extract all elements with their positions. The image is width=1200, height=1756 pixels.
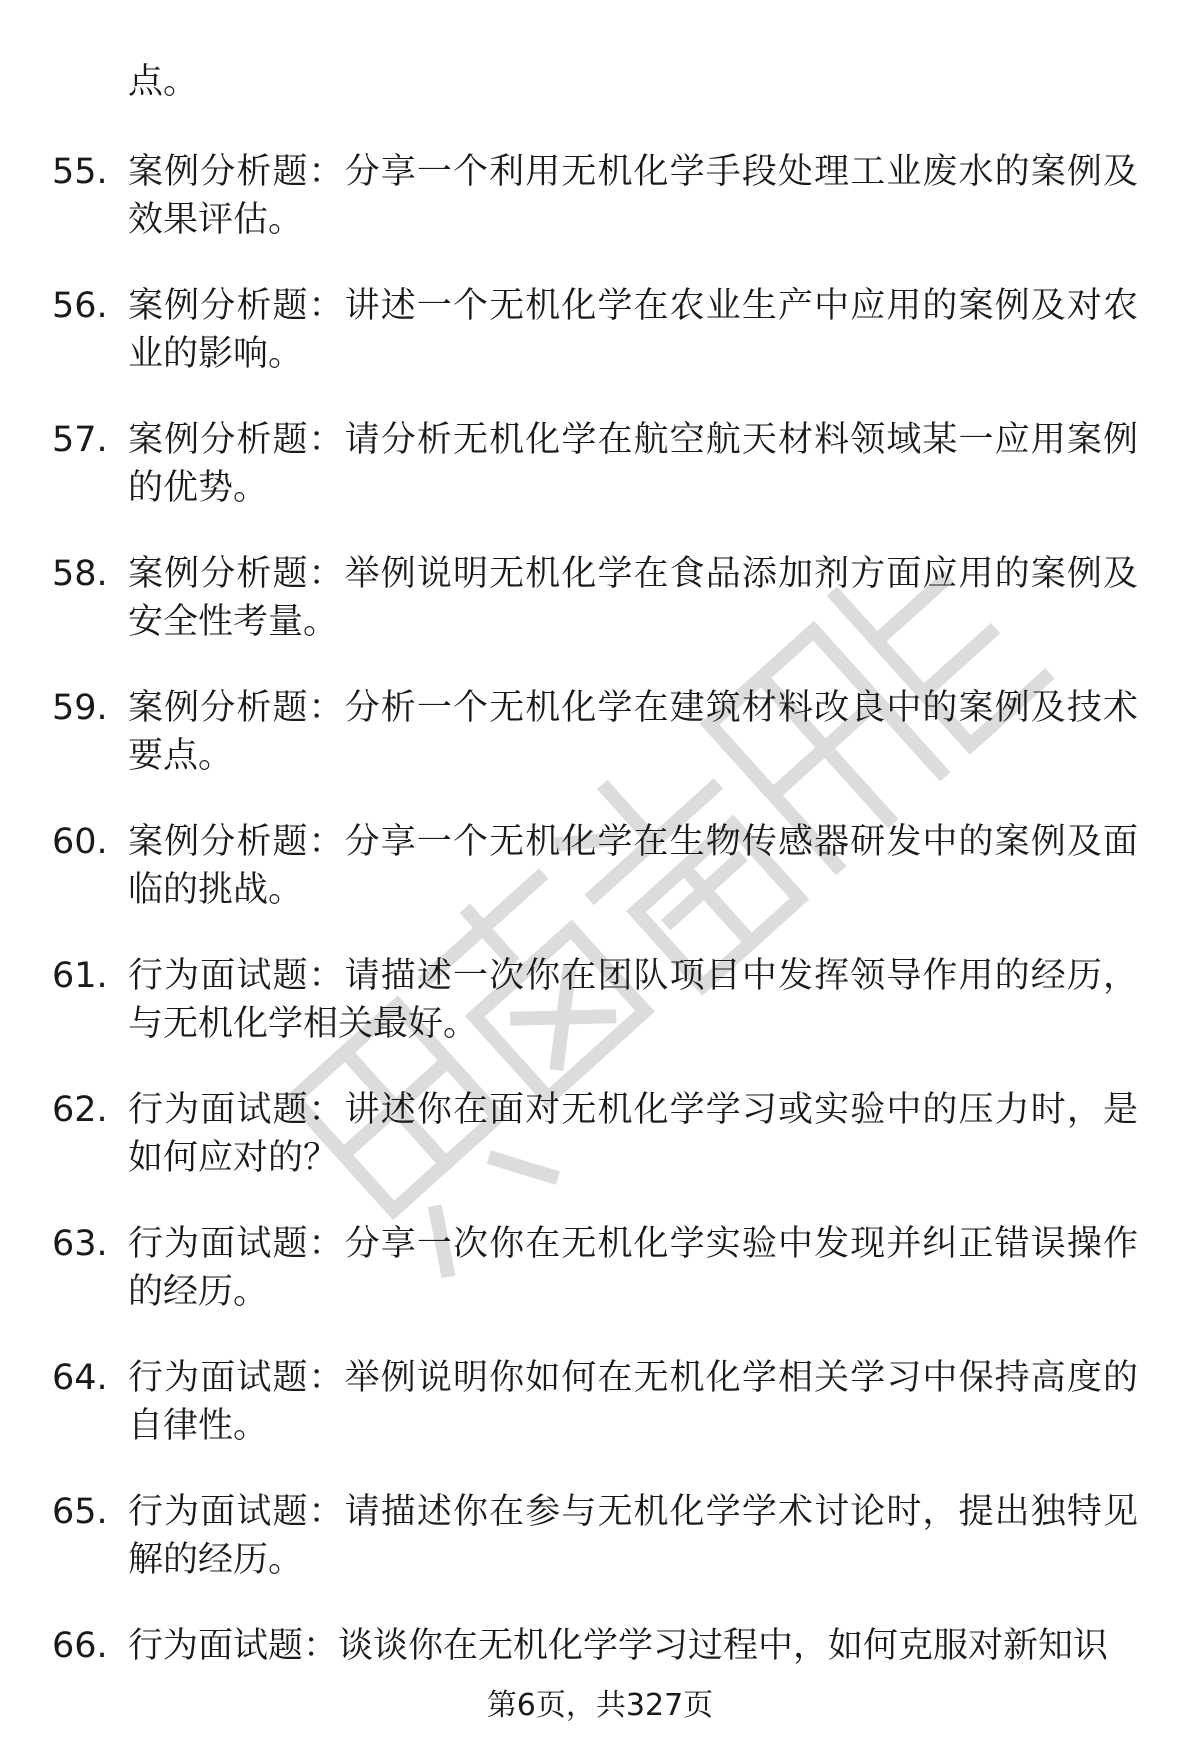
list-item (0, 818, 1200, 952)
question-text: 行为面试题：讲述你在面对无机化学学习或实验中的压力时，是如何应对的？ (128, 1090, 1138, 1178)
list-item (0, 1086, 1200, 1220)
question-text: 案例分析题：讲述一个无机化学在农业生产中应用的案例及对农业的影响。 (128, 286, 1138, 374)
list-item (0, 550, 1200, 684)
question-number: 58. (52, 554, 108, 594)
list-item (0, 1488, 1200, 1622)
question-number: 60. (52, 822, 108, 862)
question-number: 57. (52, 420, 108, 460)
question-number: 62. (52, 1090, 108, 1130)
question-number: 56. (52, 286, 108, 326)
list-item (0, 1354, 1200, 1488)
page-footer: 第6页，共327页 (486, 1688, 714, 1723)
list-item (0, 952, 1200, 1086)
question-text: 行为面试题：请描述你在参与无机化学学术讨论时，提出独特见解的经历。 (128, 1492, 1138, 1580)
question-text: 行为面试题：举例说明你如何在无机化学相关学习中保持高度的自律性。 (128, 1358, 1138, 1446)
list-item (0, 148, 1200, 282)
question-text: 案例分析题：请分析无机化学在航空航天材料领域某一应用案例的优势。 (128, 420, 1138, 508)
list-item (0, 1220, 1200, 1354)
question-text: 行为面试题：谈谈你在无机化学学习过程中，如何克服对新知识 (128, 1626, 1109, 1666)
watermark-text: 职场资料库 (605, 902, 655, 913)
continuation-text: 点。 (128, 62, 199, 102)
question-text: 行为面试题：请描述一次你在团队项目中发挥领导作用的经历，与无机化学相关最好。 (128, 956, 1138, 1044)
list-item (0, 416, 1200, 550)
list-item (0, 684, 1200, 818)
question-number: 65. (52, 1492, 108, 1532)
question-number: 59. (52, 688, 108, 728)
question-number: 63. (52, 1224, 108, 1264)
question-text: 行为面试题：分享一次你在无机化学实验中发现并纠正错误操作的经历。 (128, 1224, 1138, 1312)
question-text: 案例分析题：分享一个无机化学在生物传感器研发中的案例及面临的挑战。 (128, 822, 1138, 910)
question-number: 64. (52, 1358, 108, 1398)
question-number: 66. (52, 1626, 108, 1666)
question-text: 案例分析题：举例说明无机化学在食品添加剂方面应用的案例及安全性考量。 (128, 554, 1138, 642)
question-text: 案例分析题：分析一个无机化学在建筑材料改良中的案例及技术要点。 (128, 688, 1138, 776)
question-text: 案例分析题：分享一个利用无机化学手段处理工业废水的案例及效果评估。 (128, 152, 1138, 240)
question-number: 55. (52, 152, 108, 192)
question-list (0, 148, 1200, 1756)
list-item (0, 282, 1200, 416)
question-number: 61. (52, 956, 108, 996)
